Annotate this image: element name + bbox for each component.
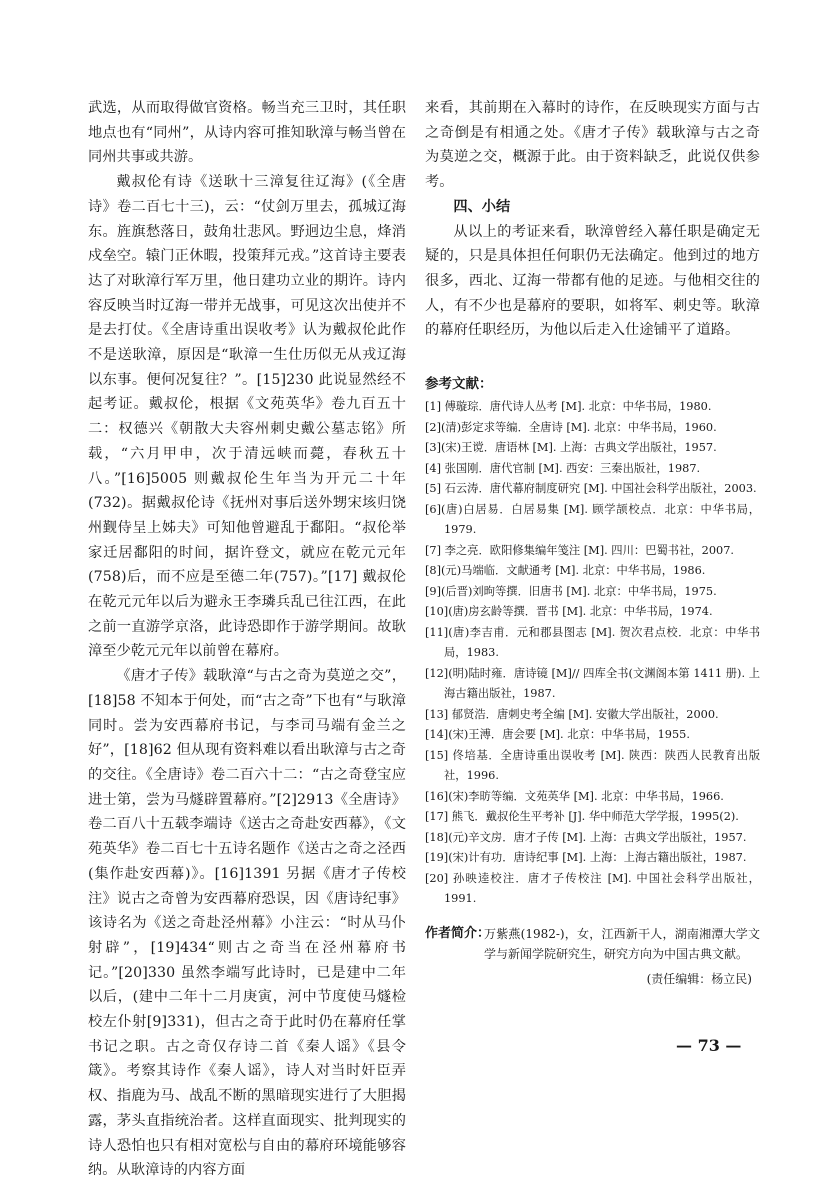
left-column: [88, 96, 406, 1183]
continuation-paragraph: 来看，其前期在入幕时的诗作，在反映现实方面与古之奇倒是有相通之处。《唐才子传》载耿漳与古之奇为莫逆之交，概源于此。由于资料缺乏，此说仅供参考。: [425, 100, 760, 191]
reference-item: [18](元)辛文房．唐才子传 [M]. 上海：古典文学出版社，1957.: [425, 830, 747, 844]
reference-item: [14](宋)王溥．唐会要 [M]. 北京：中华书局，1955.: [425, 728, 690, 742]
reference-item: [4] 张国刚．唐代官制 [M]. 西安：三秦出版社，1987.: [425, 461, 701, 475]
reference-item: [5] 石云涛．唐代幕府制度研究 [M]. 中国社会科学出版社，2003.: [425, 482, 757, 496]
section-heading: 四、小结: [453, 198, 511, 215]
right-column: [425, 96, 760, 989]
reference-item: [19](宋)计有功．唐诗纪事 [M]. 上海：上海古籍出版社，1987.: [425, 851, 747, 865]
reference-item: [7] 李之亮．欧阳修集编年笺注 [M]. 四川：巴蜀书社，2007.: [425, 543, 735, 557]
reference-item: [9](后晋)刘昫等撰．旧唐书 [M]. 北京：中华书局，1975.: [425, 584, 717, 598]
reference-item: [10](唐)房玄龄等撰．晋书 [M]. 北京：中华书局，1974.: [425, 605, 713, 619]
conclusion-paragraph: 从以上的考证来看，耿漳曾经入幕任职是确定无疑的，只是具体担任何职仍无法确定。他到过的地方很多，西北、辽海一带都有他的足迹。与他相交往的人，有不少也是幕府的要职，如将军、刺史等。耿漳的幕府任职经历，为他以后走入仕途铺平了道路。: [425, 223, 760, 339]
author-bio: [425, 924, 760, 965]
reference-item: [11](唐)李吉甫．元和郡县图志 [M]. 贺次君点校．北京：中华书局，1983.: [425, 625, 760, 660]
reference-item: [6](唐)白居易．白居易集 [M]. 顾学颉校点．北京：中华书局，1979.: [425, 502, 760, 537]
reference-item: [17] 熊飞．戴叔伦生平考补 [J]. 华中师范大学学报，1995(2).: [425, 810, 739, 824]
body-paragraph: 武选，从而取得做官资格。畅当充三卫时，其任职地点也有“同州”，从诗内容可推知耿漳与畅当曾在同州共事或共游。: [88, 100, 406, 166]
references-section: [425, 373, 760, 910]
references-list: [425, 397, 760, 910]
reference-item: [15] 佟培基．全唐诗重出误收考 [M]. 陕西：陕西人民教育出版社，1996.: [425, 748, 760, 783]
author-bio-label: 作者简介：: [425, 925, 491, 941]
author-bio-text: 万紫燕(1982-)，女，江西新干人，湖南湘潭大学文学与新闻学院研究生，研究方向为中国古典文献。: [484, 926, 760, 962]
reference-item: [1] 傅璇琮．唐代诗人丛考 [M]. 北京：中华书局，1980.: [425, 400, 712, 414]
reference-item: [3](宋)王谠．唐语林 [M]. 上海：古典文学出版社，1957.: [425, 441, 717, 455]
body-paragraph: 《唐才子传》载耿漳“与古之奇为莫逆之交”，[18]58 不知本于何处，而“古之奇”下也有“与耿漳同时。尝为安西幕府书记，与李司马端有金兰之好”，[18]62 但从现有资料难以看出耿漳与古之奇的交往。《全唐诗》卷二百六十二：“古之奇登宝应进士第，尝为马燧辟置幕府。”[2]2913《全唐诗》卷二百八十五载李端诗《送古之奇赴安西幕》，《文苑英华》卷二百七十五诗名题作《送古之奇之泾西(集作赴安西幕)》。[16]1391 另据《唐才子传校注》说古之奇曾为安西幕府恐误，因《唐诗纪事》该诗名为《送之奇赴泾州幕》小注云：“时从马仆射辟”，[19]434“则古之奇当在泾州幕府书记。”[20]330 虽然李端写此诗时，已是建中二年以后，(建中二年十二月庚寅，河中节度使马燧检校左仆射[9]331)，但古之奇于此时仍在幕府任掌书记之职。古之奇仅存诗二首《秦人谣》《县令箴》。考察其诗作《秦人谣》，诗人对当时奸臣弄权、指鹿为马、战乱不断的黑暗现实进行了大胆揭露，茅头直指统治者。这样直面现实、批判现实的诗人恐怕也只有相对宽松与自由的幕府环境能够容纳。从耿漳诗的内容方面: [88, 668, 406, 1179]
reference-item: [12](明)陆时雍．唐诗镜 [M]// 四库全书(文渊阁本第 1411 册). 上海古籍出版社，1987.: [425, 666, 760, 701]
reference-item: [2](清)彭定求等编．全唐诗 [M]. 北京：中华书局，1960.: [425, 420, 717, 434]
references-title: 参考文献：: [425, 376, 493, 393]
reference-item: [16](宋)李昉等编．文苑英华 [M]. 北京：中华书局，1966.: [425, 789, 724, 803]
editor-note: (责任编辑：杨立民): [646, 971, 752, 986]
body-paragraph: 戴叔伦有诗《送耿十三漳复往辽海》(《全唐诗》卷二百七十三)，云：“仗剑万里去，孤城辽海东。旌旗愁落日，鼓角壮悲风。野迥边尘息，烽消戍垒空。辕门正休暇，投策拜元戎。”这首诗主要表达了对耿漳行军万里，他日建功立业的期许。诗内容反映当时辽海一带并无战事，可见这次出使并不是去打仗。《全唐诗重出误收考》认为戴叔伦此作不是送耿漳，原因是“耿漳一生仕历似无从戎辽海以东事。便何况复往？”。[15]230 此说显然经不起考证。戴叔伦，根据《文苑英华》卷九百五十二：权德兴《朝散大夫容州刺史戴公墓志铭》所载，“六月甲申，次于清远峡而薨，春秋五十八。”[16]5005 则戴叔伦生年当为开元二十年(732)。据戴叔伦诗《抚州对事后送外甥宋垓归饶州觐侍呈上姊夫》可知他曾避乱于鄱阳。“叔伦举家迁居鄱阳的时间，据许登文，就应在乾元元年(758)后，而不应是至德二年(757)。”[17] 戴叔伦在乾元元年以后为避永王李璘兵乱已往江西，在此之前一直游学京洛，此诗恐即作于游学期间。故耿漳至少乾元元年以前曾在幕府。: [88, 174, 406, 660]
reference-item: [20] 孙映逵校注．唐才子传校注 [M]. 中国社会科学出版社，1991.: [425, 871, 760, 906]
reference-item: [8](元)马端临．文献通考 [M]. 北京：中华书局，1986.: [425, 564, 706, 578]
page-number: — 73 —: [676, 1036, 742, 1055]
reference-item: [13] 郁贤浩．唐刺史考全编 [M]. 安徽大学出版社，2000.: [425, 707, 719, 721]
